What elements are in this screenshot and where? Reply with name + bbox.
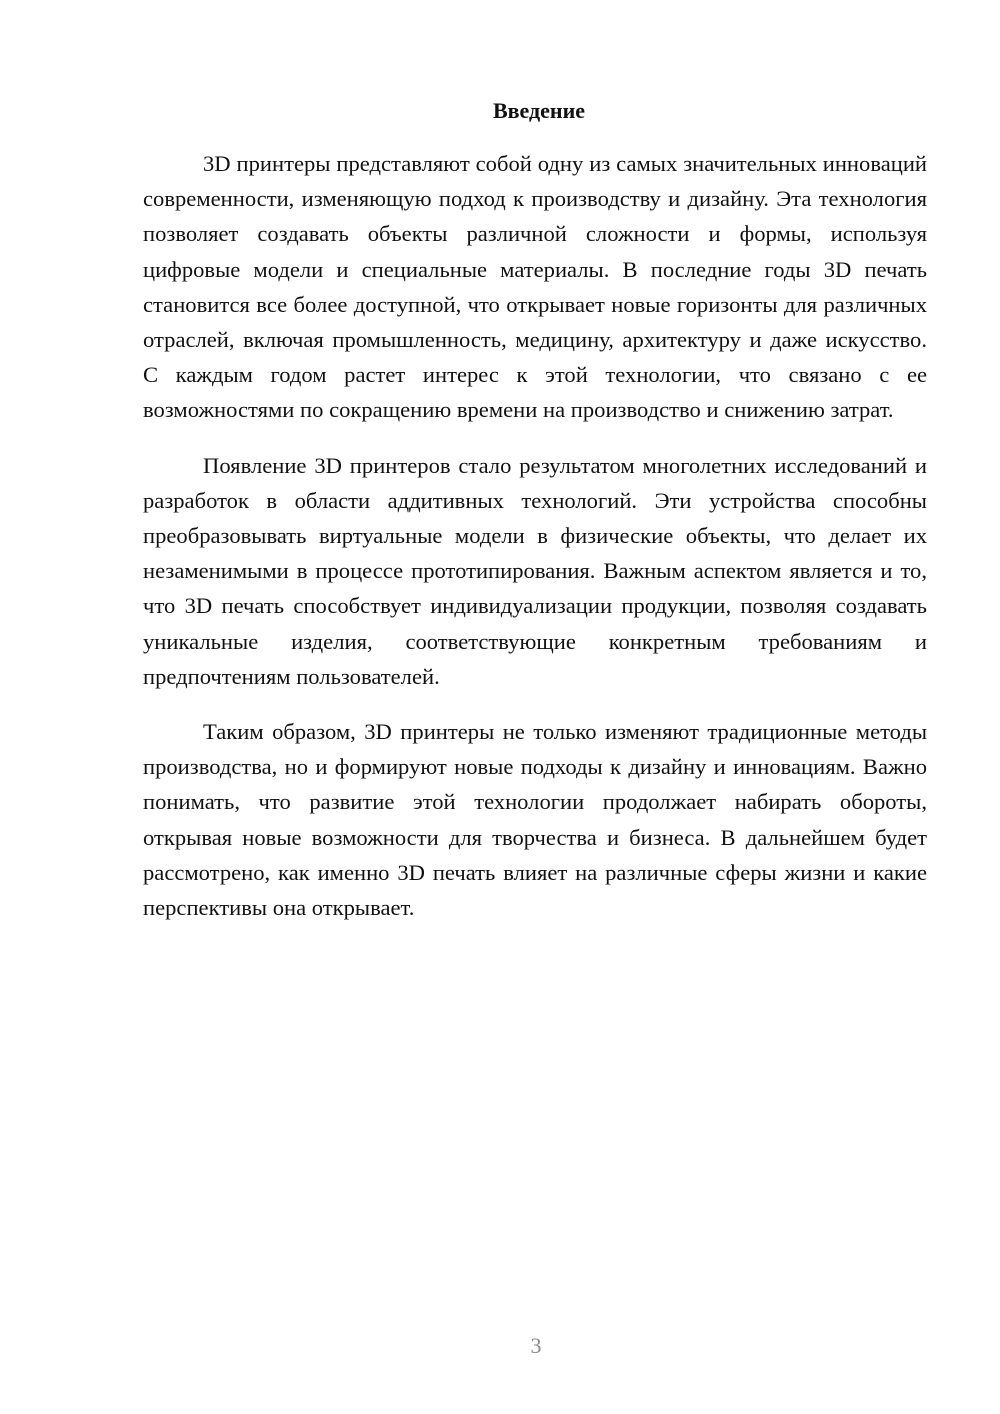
- section-heading: Введение: [492, 98, 586, 123]
- paragraph-2: Появление 3D принтеров стало результатом многолетних исследований и разработок в области аддитивных технологий. Эти устройства способны преобразовывать виртуальные модели в физические объекты, что делает их незаменимыми в процессе прототипирования. Важным аспектом является и то, что 3D печать способствует индивидуализации продукции, позволяя создавать уникальные изделия, соответствующие конкретным требованиям и предпочтениям пользователей.: [143, 452, 927, 689]
- page-number: 3: [530, 1333, 542, 1358]
- document-body: [143, 96, 927, 945]
- paragraph-3: Таким образом, 3D принтеры не только изменяют традиционные методы производства, но и формируют новые подходы к дизайну и инновациям. Важно понимать, что развитие этой технологии продолжает набирать обороты, открывая новые возможности для творчества и бизнеса. В дальнейшем будет рассмотрено, как именно 3D печать влияет на различные сферы жизни и какие перспективы она открывает.: [143, 719, 927, 921]
- paragraph-1: 3D принтеры представляют собой одну из самых значительных инноваций современности, изменяющую подход к производству и дизайну. Эта технология позволяет создавать объекты различной сложности и формы, используя цифровые модели и специальные материалы. В последние годы 3D печать становится все более доступной, что открывает новые горизонты для различных отраслей, включая промышленность, медицину, архитектуру и даже искусство. С каждым годом растет интерес к этой технологии, что связано с ее возможностями по сокращению времени на производство и снижению затрат.: [143, 151, 927, 423]
